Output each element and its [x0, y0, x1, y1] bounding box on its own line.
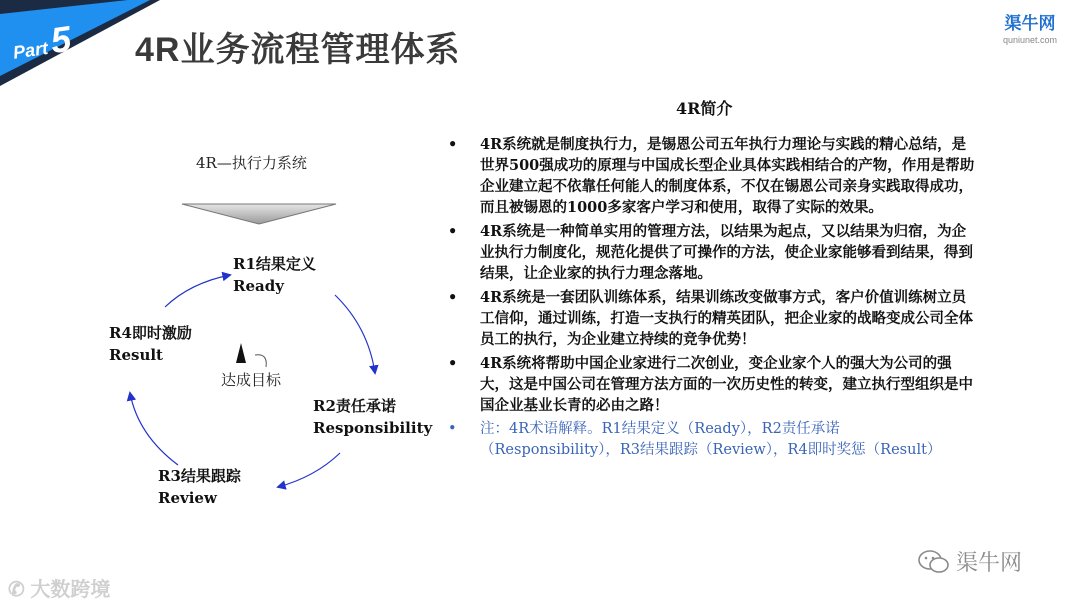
- bullet-icon: •: [448, 421, 457, 437]
- diagram-title: 4R—执行力系统: [196, 154, 307, 172]
- stage-r4-cn: R4即时激励: [109, 324, 192, 342]
- bullet-text: 4R系统就是制度执行力，是锡恩公司五年执行力理论与实践的精心总结，是世界500强成功的原理与中国成长型企业具体实践相结合的产物，作用是帮助企业建立起不依靠任何能人的制度体系，不仅在锡恩公司亲身实践取得成功，而且被锡恩的1000多家客户学习和使用，取得了实际的效果。: [480, 136, 975, 216]
- watermark-left-text: 大数跨境: [30, 579, 111, 601]
- stage-r3-en: Review: [158, 489, 217, 507]
- goal-curl-icon: [255, 355, 266, 367]
- stage-r4-en: Result: [109, 346, 163, 364]
- stage-r2-cn: R2责任承诺: [313, 397, 396, 415]
- list-item: [448, 221, 978, 284]
- stage-r2: [313, 395, 432, 439]
- note-text: 注：4R术语解释。R1结果定义（Ready），R2责任承诺（Responsibility），R3结果跟踪（Review），R4即时奖惩（Result）: [480, 421, 942, 458]
- bullet-icon: •: [448, 355, 458, 372]
- stage-r4: [109, 322, 192, 366]
- stage-r1-cn: R1结果定义: [233, 255, 316, 273]
- bullet-text: 4R系统是一种简单实用的管理方法，以结果为起点，又以结果为归宿，为企业执行力制度化，规范化提供了可操作的方法，使企业家能够看到结果，得到结果，让企业家的执行力理念落地。: [480, 223, 973, 282]
- goal-up-arrow-icon: [236, 343, 246, 363]
- page-title: 4R业务流程管理体系: [135, 31, 461, 69]
- arrow-r3-to-r4: [130, 393, 178, 465]
- brand-logo: [990, 14, 1070, 46]
- bullet-icon: •: [448, 136, 458, 153]
- list-item: [448, 287, 978, 350]
- bullet-text: 4R系统将帮助中国企业家进行二次创业，变企业家个人的强大为公司的强大，这是中国公司在管理方法方面的一次历史性的转变，建立执行型组织是中国企业基业长青的必由之路！: [480, 355, 973, 414]
- list-item: [448, 134, 978, 218]
- arrow-r4-to-r1: [165, 275, 230, 307]
- stage-r2-en: Responsibility: [313, 419, 433, 437]
- center-goal-label: 达成目标: [221, 371, 282, 389]
- stage-r3-cn: R3结果跟踪: [158, 467, 241, 485]
- part-word: Part: [11, 38, 50, 63]
- intro-bullet-list: [448, 134, 978, 464]
- wechat-icon: [918, 549, 950, 575]
- brand-name: 渠牛网: [1004, 14, 1056, 33]
- stage-r3: [158, 465, 241, 509]
- watermark-right: [918, 546, 1022, 577]
- bullet-icon: •: [448, 223, 458, 240]
- part-number: 5: [48, 17, 74, 62]
- r4-cycle-diagram: [100, 195, 440, 525]
- watermark-right-text: 渠牛网: [956, 550, 1023, 575]
- bullet-text: 4R系统是一套团队训练体系，结果训练改变做事方式，客户价值训练树立员工信仰，通过训练，打造一支执行的精英团队，把企业家的战略变成公司全体员工的执行，为企业建立持续的竞争优势！: [480, 289, 973, 348]
- arrow-r2-to-r3: [278, 453, 340, 487]
- note-item: [448, 419, 978, 461]
- arrow-r1-to-r2: [335, 295, 375, 373]
- intro-title: 4R简介: [676, 99, 733, 118]
- watermark-left: [8, 573, 110, 602]
- stage-r1-en: Ready: [233, 277, 284, 295]
- stage-r1: [233, 253, 316, 297]
- list-item: [448, 353, 978, 416]
- watermark-logo-icon: ✆: [8, 579, 25, 601]
- bullet-icon: •: [448, 289, 458, 306]
- brand-url: quniunet.com: [1002, 35, 1058, 45]
